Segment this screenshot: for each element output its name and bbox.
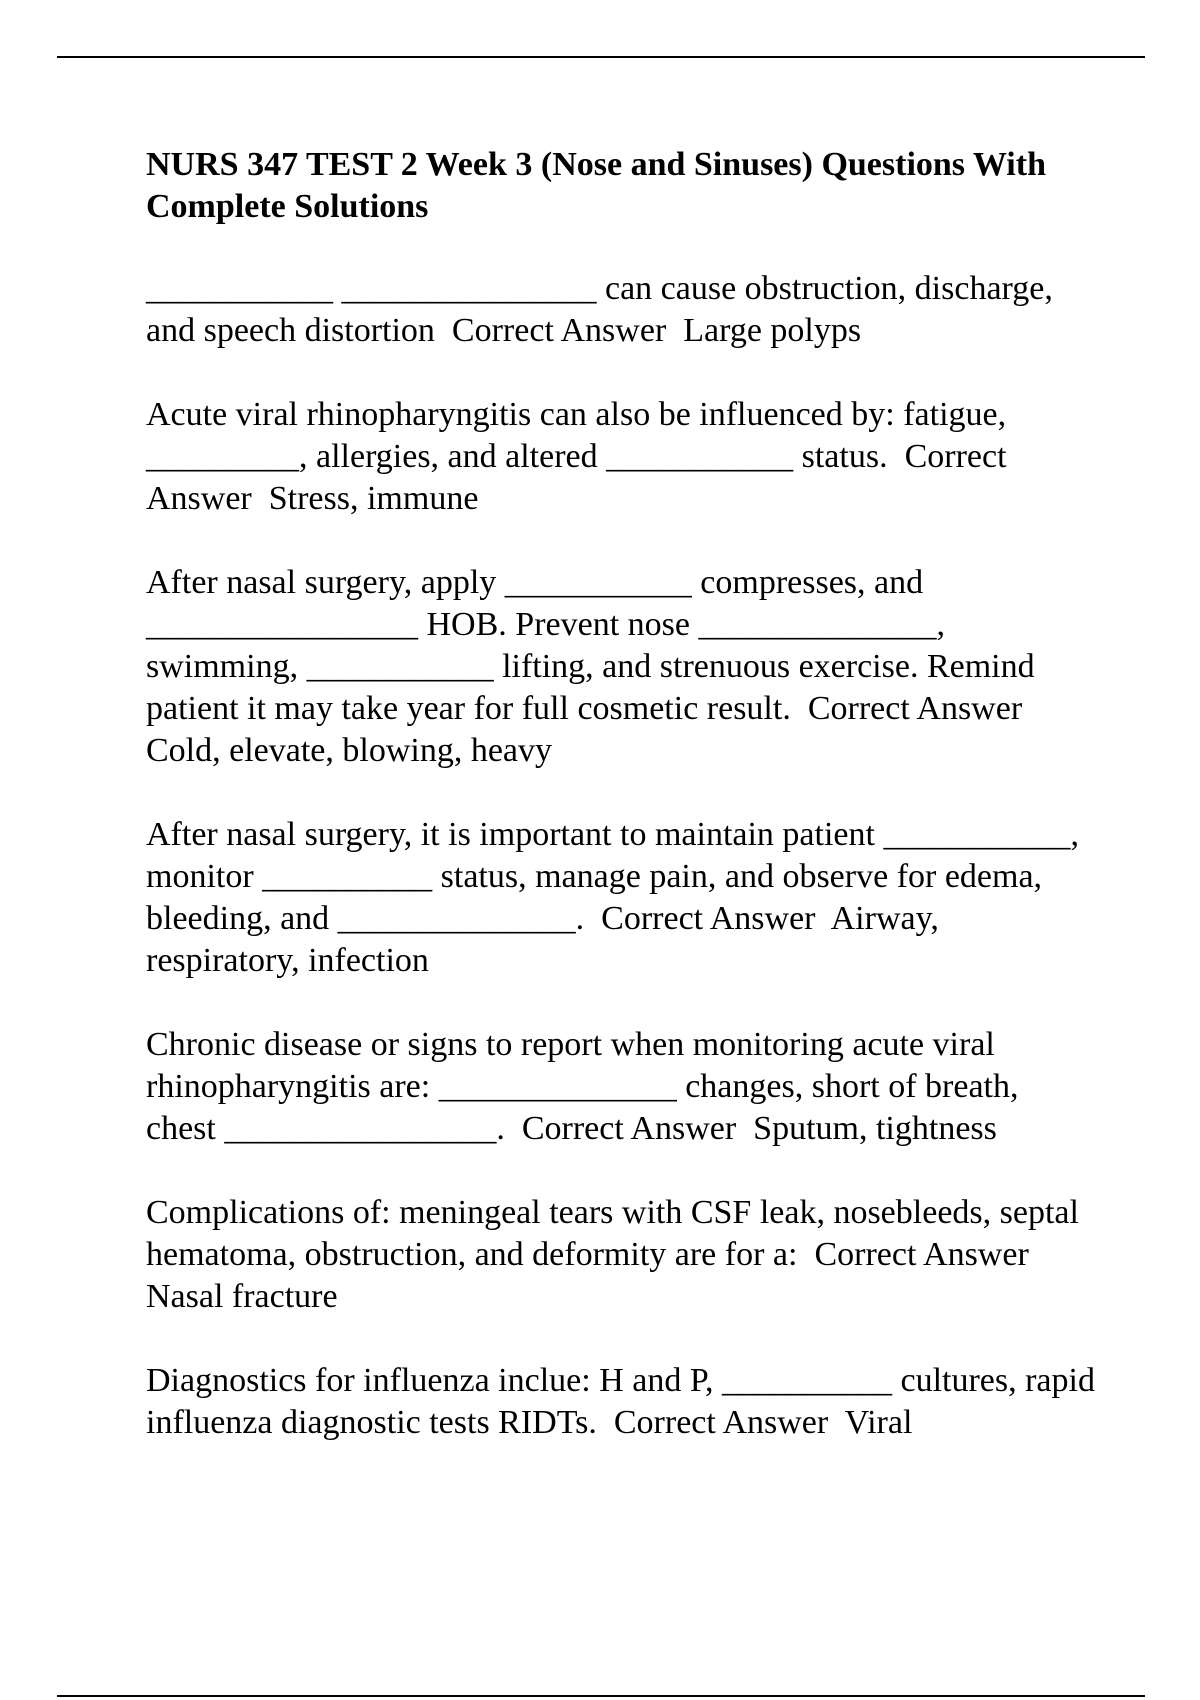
question-answer-item: Complications of: meningeal tears with CSF leak, nosebleeds, septal hematoma, obstruction, and deformity are for a: Correct Answer Nasal fracture	[146, 1194, 1088, 1315]
question-answer-item: ___________ _______________ can cause obstruction, discharge, and speech distortion Correct Answer Large polyps	[146, 270, 1062, 349]
question-answer-item: After nasal surgery, it is important to maintain patient ___________, monitor __________ status, manage pain, and observe for edema, bleeding, and ______________. Correct Answer Airway, respiratory, infection	[146, 816, 1088, 979]
document-title: NURS 347 TEST 2 Week 3 (Nose and Sinuses) Questions With Complete Solutions	[146, 146, 1046, 225]
top-rule	[57, 56, 1145, 58]
document-body	[146, 144, 1104, 1486]
question-answer-item: Acute viral rhinopharyngitis can also be influenced by: fatigue, _________, allergies, and altered ___________ status. Correct Answer Stress, immune	[146, 396, 1015, 517]
question-answer-item: Chronic disease or signs to report when monitoring acute viral rhinopharyngitis are: ______________ changes, short of breath, chest ________________. Correct Answer Sputum, tightness	[146, 1026, 1027, 1147]
question-answer-item: After nasal surgery, apply ___________ compresses, and ________________ HOB. Prevent nose ______________, swimming, ___________ lifting, and strenuous exercise. Remind patient it may take year for full cosmetic result. Correct Answer Cold, elevate, blowing, heavy	[146, 564, 1044, 769]
bottom-rule	[57, 1695, 1145, 1697]
question-answer-item: Diagnostics for influenza inclue: H and P, __________ cultures, rapid influenza diagnostic tests RIDTs. Correct Answer Viral	[146, 1362, 1104, 1441]
